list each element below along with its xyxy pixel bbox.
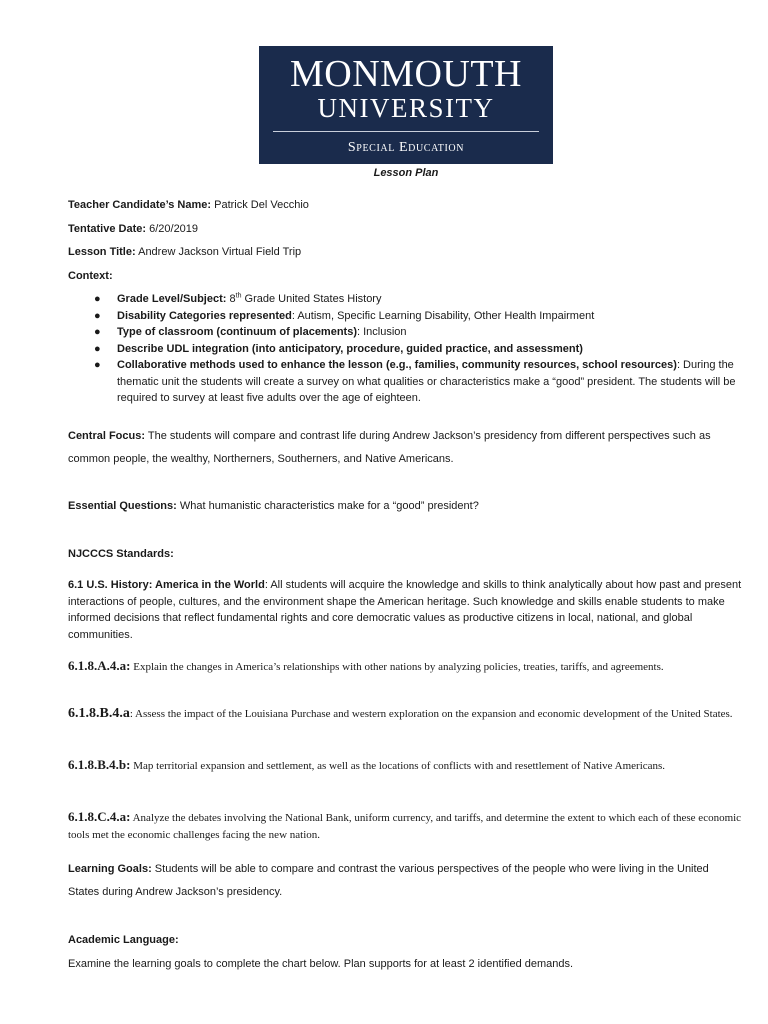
lesson-title-label: Lesson Title: [68, 246, 136, 258]
standard-6-1-label: 6.1 U.S. History: America in the World [68, 579, 265, 591]
bullet-icon: ● [94, 359, 101, 371]
lesson-title-value: Andrew Jackson Virtual Field Trip [135, 246, 302, 258]
bullet-icon: ● [94, 309, 101, 322]
standard-item: 6.1.8.C.4.a: Analyze the debates involving the National Bank, uniform currency, and tariffs, and determine the extent to which each of these economic tools met the economic challenges facing the new nation. [68, 809, 742, 841]
standard-code: 6.1.8.C.4.a: [68, 809, 131, 824]
learning-goals-line-1: Learning Goals: Students will be able to compare and contrast the various perspectives of the people who were living in the United [68, 863, 709, 875]
lesson-title-field [68, 244, 748, 261]
logo-divider [273, 131, 539, 132]
bullet-icon: ● [94, 342, 101, 355]
standard-code: 6.1.8.B.4.a [68, 706, 130, 721]
njcccs-heading: NJCCCS Standards: [68, 548, 174, 560]
logo-line-monmouth: MONMOUTH [290, 53, 522, 95]
standard-code: 6.1.8.A.4.a: [68, 658, 131, 673]
central-focus-label: Central Focus: [68, 430, 146, 442]
logo-line-department: Special Education [347, 140, 465, 155]
academic-language-heading: Academic Language: [68, 934, 179, 946]
essential-questions: Essential Questions: What humanistic characteristics make for a “good” president? [68, 500, 479, 512]
standard-6-1: 6.1 U.S. History: America in the World: All students will acquire the knowledge and skills to think analytically about how past and present interactions of people, cultures, and the environment shape the American heritage. Such knowledge and skills enable students to make informed decisions that reflect fundamental rights and core democratic values as productive citizens in local, national, and global communities. [68, 579, 742, 641]
document-title: Lesson Plan [373, 167, 439, 179]
context-heading: Context: [68, 270, 113, 282]
teacher-name-label: Teacher Candidate’s Name: [68, 199, 212, 211]
context-item-collaborative: ● Collaborative methods used to enhance the lesson (e.g., families, community resources, school resources): During the thematic unit the students will create a survey on what qualities or characteristics make a “good” president. The students will be required to survey at least five adults over the age of eighteen. [94, 359, 736, 404]
context-item-udl: ● Describe UDL integration (into anticipatory, procedure, guided practice, and assessment) [68, 341, 748, 358]
date-value: 6/20/2019 [146, 223, 199, 235]
standard-item: 6.1.8.A.4.a: Explain the changes in America’s relationships with other nations by analyzing policies, treaties, tariffs, and agreements. [68, 658, 664, 673]
logo-line-university: UNIVERSITY [317, 93, 495, 123]
date-label: Tentative Date: [68, 223, 147, 235]
academic-language-text: Examine the learning goals to complete the chart below. Plan supports for at least 2 identified demands. [68, 958, 574, 970]
teacher-name-value: Patrick Del Vecchio [211, 199, 309, 211]
central-focus-line-1: Central Focus: The students will compare and contrast life during Andrew Jackson’s presidency from different perspectives such as [68, 430, 711, 442]
context-item-classroom: ● Type of classroom (continuum of placements): Inclusion [68, 324, 748, 341]
teacher-name-field [68, 197, 748, 214]
learning-goals-line-2: States during Andrew Jackson’s presidency. [68, 886, 283, 898]
standard-item: 6.1.8.B.4.a: Assess the impact of the Louisiana Purchase and western exploration on the expansion and economic development of the United States. [68, 706, 733, 721]
standard-code: 6.1.8.B.4.b: [68, 757, 131, 772]
bullet-icon: ● [94, 293, 101, 305]
date-field [68, 221, 748, 238]
standard-item: 6.1.8.B.4.b: Map territorial expansion and settlement, as well as the locations of conflicts with and resettlement of Native Americans. [68, 757, 666, 772]
learning-goals-label: Learning Goals: [68, 863, 152, 875]
university-logo [259, 46, 553, 164]
essential-questions-label: Essential Questions: [68, 500, 177, 512]
bullet-icon: ● [94, 326, 101, 338]
central-focus-line-2: common people, the wealthy, Northerners, Southerners, and Native Americans. [68, 453, 454, 465]
context-item-grade: ● Grade Level/Subject: 8th Grade United States History [68, 291, 748, 308]
context-list [68, 291, 748, 407]
context-item-disability: ● Disability Categories represented: Autism, Specific Learning Disability, Other Health Impairment [68, 308, 748, 325]
